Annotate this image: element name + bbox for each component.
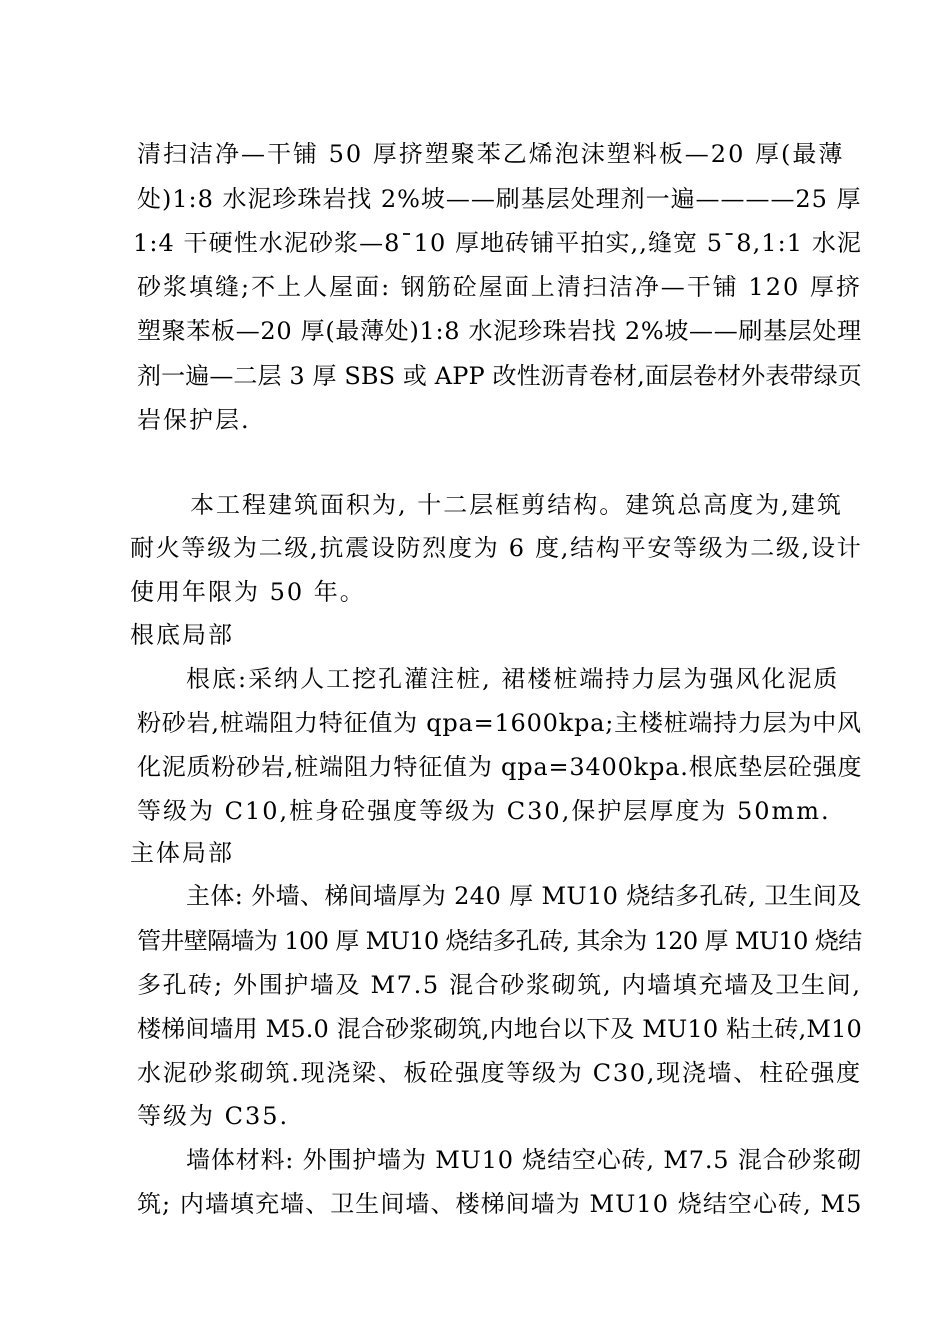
foundation-heading: 根底局部 xyxy=(130,621,234,649)
text-line: 本工程建筑面积为, 十二层框剪结构。建筑总高度为,建筑 xyxy=(190,491,843,519)
text-line: 根底:采纳人工挖孔灌注桩, 裙楼桩端持力层为强风化泥质 xyxy=(186,665,840,693)
text-line: 清扫洁净—干铺 50 厚挤塑聚苯乙烯泡沫塑料板—20 厚(最薄 xyxy=(137,140,845,168)
text-line: 等级为 C35. xyxy=(137,1102,290,1130)
text-line: 塑聚苯板—20 厚(最薄处)1:8 水泥珍珠岩找 2%坡——刷基层处理 xyxy=(137,317,862,345)
text-line: 处)1:8 水泥珍珠岩找 2%坡——刷基层处理剂一遍————25 厚 xyxy=(137,185,862,213)
text-line: 水泥砂浆砌筑.现浇梁、板砼强度等级为 C30,现浇墙、柱砼强度 xyxy=(137,1059,862,1087)
text-line: 等级为 C10,桩身砼强度等级为 C30,保护层厚度为 50mm. xyxy=(137,797,831,825)
text-line: 使用年限为 50 年。 xyxy=(130,578,366,606)
text-line: 耐火等级为二级,抗震设防烈度为 6 度,结构平安等级为二级,设计 xyxy=(130,534,863,562)
text-line: 楼梯间墙用 M5.0 混合砂浆砌筑,内地台以下及 MU10 粘土砖,M10 xyxy=(137,1015,862,1043)
text-line: 1:4 干硬性水泥砂浆—8¯10 厚地砖铺平拍实,,缝宽 5¯8,1:1 水泥 xyxy=(133,229,862,257)
text-line: 主体: 外墙、梯间墙厚为 240 厚 MU10 烧结多孔砖, 卫生间及 xyxy=(186,882,862,910)
text-line: 筑; 内墙填充墙、卫生间墙、楼梯间墙为 MU10 烧结空心砖, M5 xyxy=(137,1190,863,1218)
text-line: 粉砂岩,桩端阻力特征值为 qpa=1600kpa;主楼桩端持力层为中风 xyxy=(137,709,862,737)
text-line: 岩保护层. xyxy=(137,406,251,434)
text-line: 墙体材料: 外围护墙为 MU10 烧结空心砖, M7.5 混合砂浆砌 xyxy=(186,1146,862,1174)
text-line: 砂浆填缝;不上人屋面: 钢筋砼屋面上清扫洁净—干铺 120 厚挤 xyxy=(137,273,862,301)
main-heading: 主体局部 xyxy=(130,839,234,867)
text-line: 化泥质粉砂岩,桩端阻力特征值为 qpa=3400kpa.根底垫层砼强度 xyxy=(137,753,863,781)
text-line: 管井壁隔墙为 100 厚 MU10 烧结多孔砖, 其余为 120 厚 MU10 烧结 xyxy=(137,927,862,955)
text-line: 剂一遍—二层 3 厚 SBS 或 APP 改性沥青卷材,面层卷材外表带绿页 xyxy=(137,362,862,390)
text-line: 多孔砖; 外围护墙及 M7.5 混合砂浆砌筑, 内墙填充墙及卫生间, xyxy=(137,971,862,999)
